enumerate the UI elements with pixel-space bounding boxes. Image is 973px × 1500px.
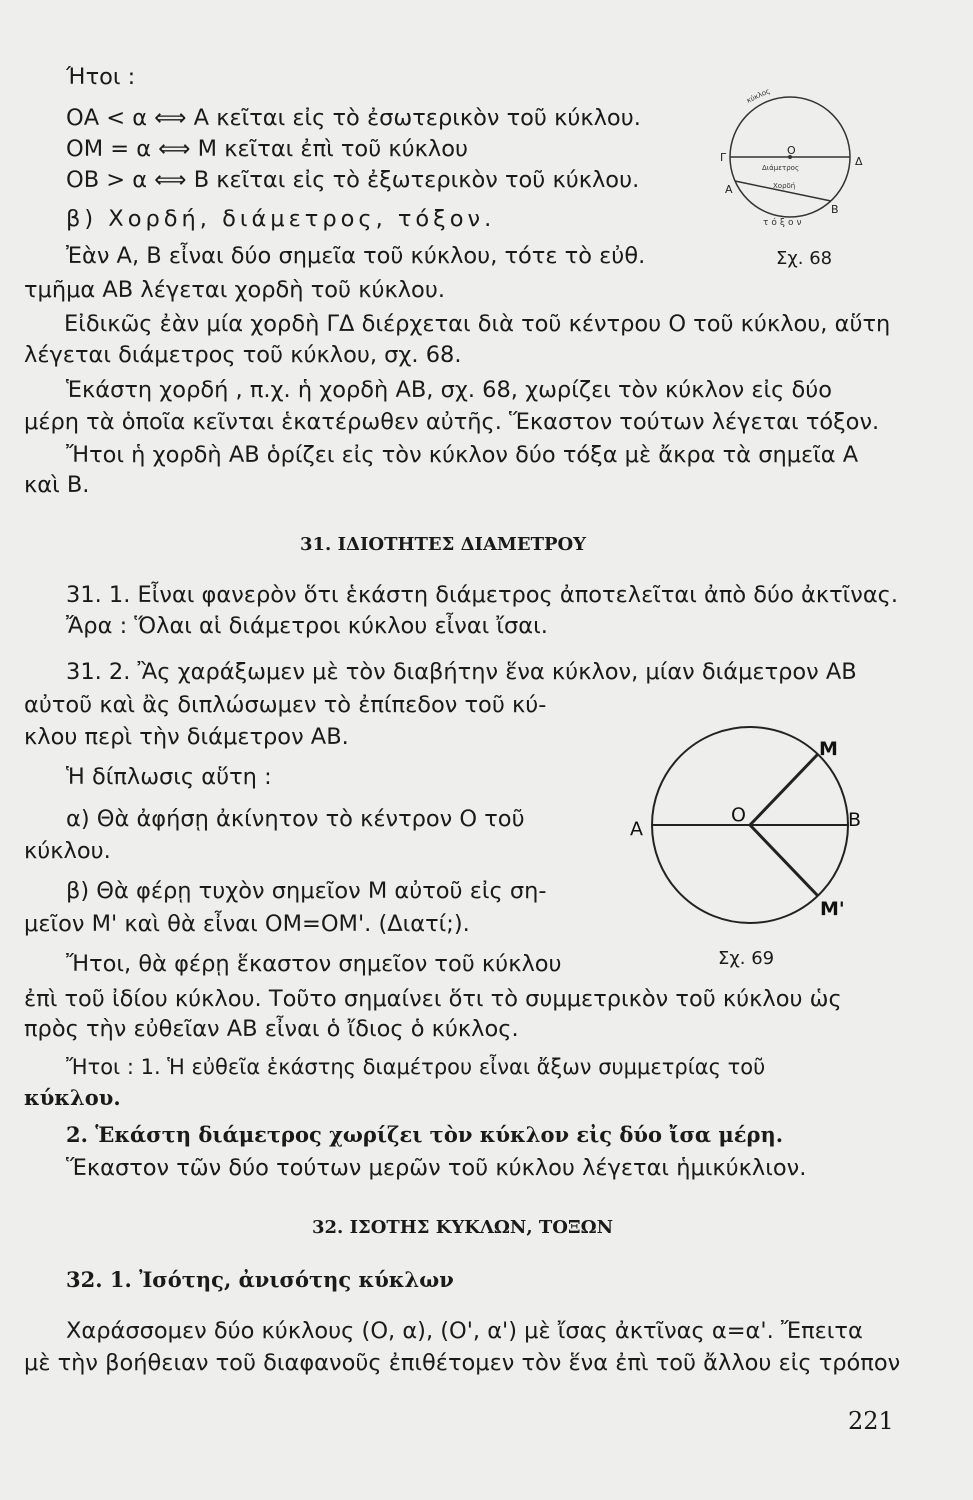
section-heading: 31. ΙΔΙΟΤΗΤΕΣ ΔΙΑΜΕΤΡΟΥ [300,534,587,555]
text-line: Ἕκαστον τῶν δύο τούτων μερῶν τοῦ κύκλου λέγεται ἡμικύκλιον. [66,1155,807,1181]
figure-68 [715,85,875,230]
text-line: ΟΜ = α ⟺ Μ κεῖται ἐπὶ τοῦ κύκλου [66,136,469,162]
fig69-radius-om [750,754,818,825]
text-line: 31. 1. Εἶναι φανερὸν ὅτι ἑκάστη διάμετρος ἀποτελεῖται ἀπὸ δύο ἀκτῖνας. [66,582,899,608]
text-line: Ἡ δίπλωσις αὕτη : [66,764,272,790]
text-line: ΟΒ > α ⟺ Β κεῖται εἰς τὸ ἐξωτερικὸν τοῦ κύκλου. [66,167,640,193]
page-number: 221 [848,1407,894,1435]
fig68-label-diameter: Διάμετρος [762,164,800,172]
fig68-label-chord: Χορδή [773,182,796,190]
text-line: Ἐὰν Α, Β εἶναι δύο σημεῖα τοῦ κύκλου, τότε τὸ εὐθ. [66,243,646,269]
text-line: Ήτοι : [66,64,136,90]
text-line: ἐπὶ τοῦ ἰδίου κύκλου. Τοῦτο σημαίνει ὅτι τὸ συμμετρικὸν τοῦ κύκλου ὡς [24,986,842,1012]
text-line: Ἑκάστη χορδή , π.χ. ἡ χορδὴ ΑΒ, σχ. 68, χωρίζει τὸν κύκλον εἰς δύο [66,377,833,403]
fig69-label-a: Α [630,818,643,840]
fig68-label-gamma: Γ [720,151,727,164]
fig69-label-m2: Μ' [820,898,845,920]
subsection-title: 32. 1. Ἰσότης, ἀνισότης κύκλων [66,1267,454,1292]
text-line: Ἤτοι ἡ χορδὴ ΑΒ ὁρίζει εἰς τὸν κύκλον δύο τόξα μὲ ἄκρα τὰ σημεῖα Α [66,442,859,468]
fig68-label-delta: Δ [855,155,863,168]
text-line: τμῆμα ΑΒ λέγεται χορδὴ τοῦ κύκλου. [24,277,445,303]
theorem-line: κύκλου. [24,1085,121,1110]
section-heading: 32. ΙΣΟΤΗΣ ΚΥΚΛΩΝ, ΤΟΞΩΝ [312,1217,614,1238]
subsection-title: β) Χορδή, διάμετρος, τόξον. [66,206,496,232]
theorem-line: Ἤτοι : 1. Ἡ εὐθεῖα ἑκάστης διαμέτρου εἶναι ἄξων συμμετρίας τοῦ [66,1055,766,1079]
fig69-label-o: Ο [731,804,746,826]
fig68-label-b: Β [831,203,839,216]
text-line: πρὸς τὴν εὐθεῖαν ΑΒ εἶναι ὁ ἴδιος ὁ κύκλος. [24,1016,519,1042]
fig68-caption: Σχ. 68 [776,248,833,269]
text-line: μέρη τὰ ὁποῖα κεῖνται ἑκατέρωθεν αὐτῆς. Ἕκαστον τούτων λέγεται τόξον. [24,409,880,435]
fig68-label-arc-bottom: τόξον [763,218,805,228]
text-line: Εἰδικῶς ἐὰν μία χορδὴ ΓΔ διέρχεται διὰ τοῦ κέντρου Ο τοῦ κύκλου, αὕτη [64,311,891,337]
text-line: Ἤτοι, θὰ φέρῃ ἕκαστον σημεῖον τοῦ κύκλου [66,951,562,977]
fig68-label-o: Ο [787,144,796,157]
text-line: λέγεται διάμετρος τοῦ κύκλου, σχ. 68. [24,342,462,368]
fig69-label-m: Μ [819,738,838,760]
text-line: μὲ τὴν βοήθειαν τοῦ διαφανοῦς ἐπιθέτομεν τὸν ἕνα ἐπὶ τοῦ ἄλλου εἰς τρόπον [24,1350,901,1376]
theorem-line: 2. Ἑκάστη διάμετρος χωρίζει τὸν κύκλον εἰς δύο ἴσα μέρη. [66,1122,784,1147]
text-line: καὶ Β. [24,472,90,498]
text-line: αὐτοῦ καὶ ἂς διπλώσωμεν τὸ ἐπίπεδον τοῦ κύ- [24,692,547,718]
text-line: 31. 2. Ἂς χαράξωμεν μὲ τὸν διαβήτην ἕνα κύκλον, μίαν διάμετρον ΑΒ [66,659,857,685]
text-line: ΟΑ < α ⟺ Α κεῖται εἰς τὸ ἐσωτερικὸν τοῦ κύκλου. [66,105,641,131]
fig68-label-a: Α [725,183,733,196]
text-line: μεῖον Μ' καὶ θὰ εἶναι ΟΜ=ΟΜ'. (Διατί;). [24,911,470,937]
text-line: κύκλου. [24,838,111,864]
fig69-caption: Σχ. 69 [718,948,775,969]
text-line: Χαράσσομεν δύο κύκλους (Ο, α), (Ο', α') μὲ ἴσας ἀκτῖνας α=α'. Ἔπειτα [66,1318,863,1344]
fig69-radius-om2 [750,825,818,896]
text-line: κλου περὶ τὴν διάμετρον ΑΒ. [24,724,349,750]
text-line: α) Θὰ ἀφήσῃ ἀκίνητον τὸ κέντρον Ο τοῦ [66,806,525,832]
figure-69 [620,725,890,950]
fig69-label-b: Β [848,809,862,831]
fig68-label-arc-top: κύκλος [745,87,772,105]
text-line: β) Θὰ φέρῃ τυχὸν σημεῖον Μ αὐτοῦ εἰς ση- [66,878,547,904]
text-line: Ἄρα : Ὅλαι αἱ διάμετροι κύκλου εἶναι ἴσαι. [66,613,548,639]
